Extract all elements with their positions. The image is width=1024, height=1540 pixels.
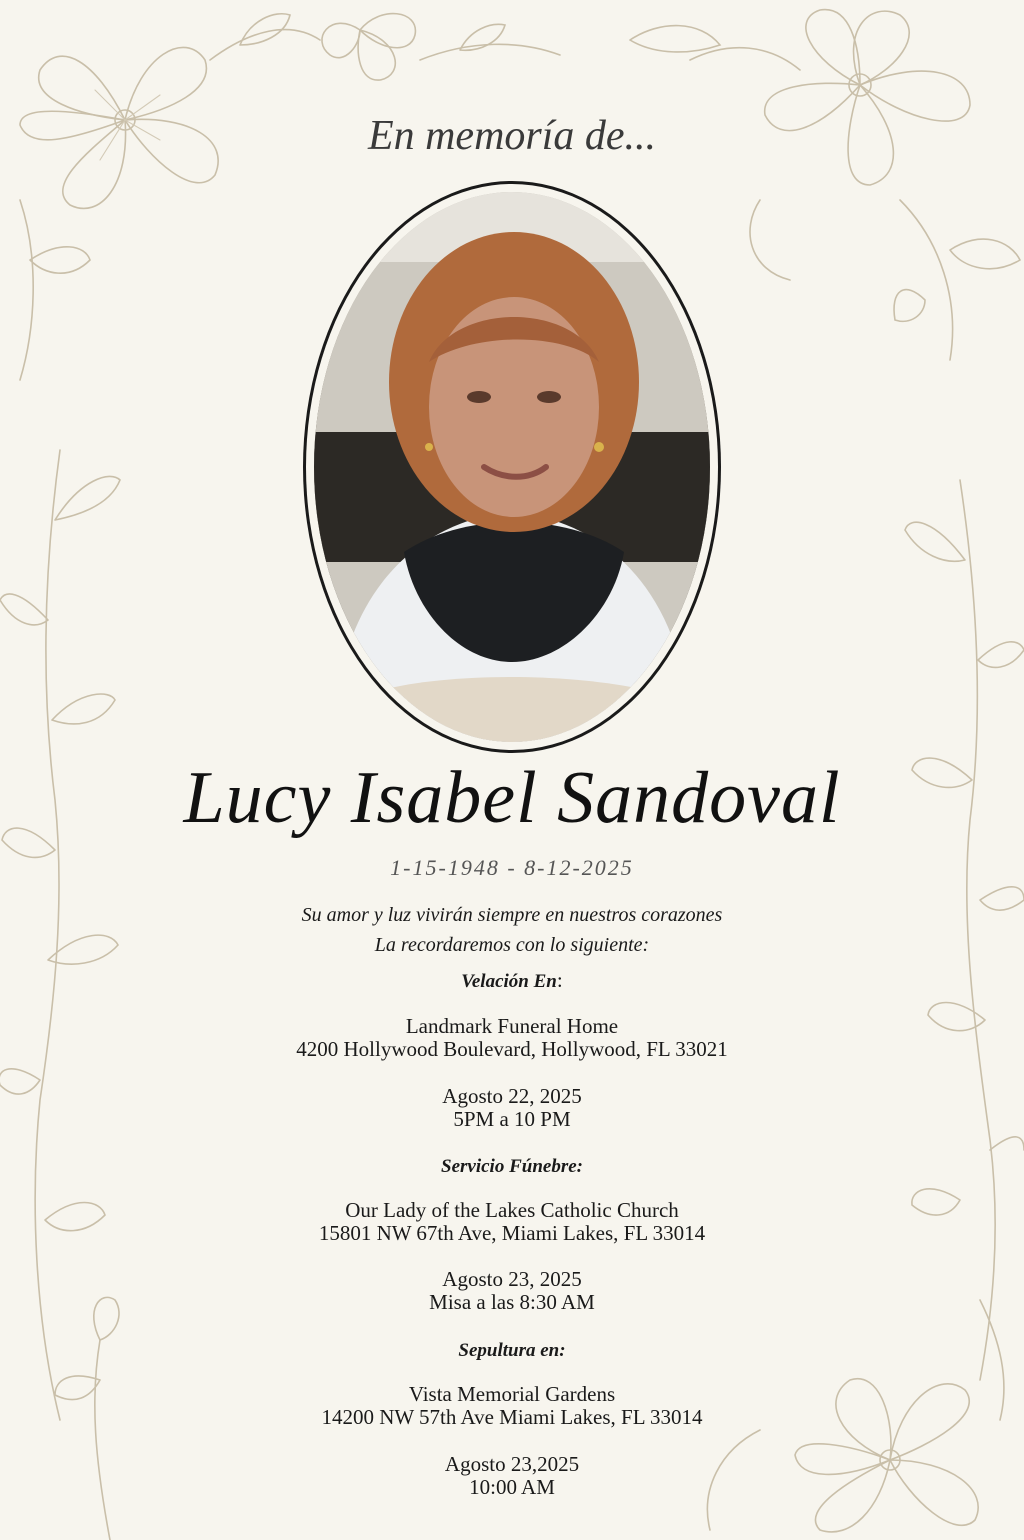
servicio-time: Misa a las 8:30 AM	[429, 1290, 595, 1314]
servicio-label: Servicio Fúnebre:	[441, 1156, 583, 1177]
velacion-details	[0, 1015, 1024, 1061]
portrait-illustration	[314, 192, 710, 742]
flower-top-right-icon	[630, 10, 1020, 360]
velacion-time: 5PM a 10 PM	[453, 1107, 571, 1131]
sepultura-time: 10:00 AM	[469, 1475, 555, 1499]
tagline	[0, 900, 1024, 960]
sepultura-when	[0, 1453, 1024, 1499]
velacion-label-row	[0, 969, 1024, 993]
life-dates: 1-15-1948 - 8-12-2025	[390, 855, 634, 880]
velacion-date: Agosto 22, 2025	[442, 1084, 582, 1108]
sepultura-details	[0, 1383, 1024, 1429]
servicio-place: Our Lady of the Lakes Catholic Church	[345, 1198, 679, 1222]
sepultura-label-row	[0, 1338, 1024, 1362]
deceased-name: Lucy Isabel Sandoval	[183, 757, 841, 839]
tagline-line-2: La recordaremos con lo siguiente:	[374, 934, 650, 956]
memorial-heading: En memoría de...	[367, 113, 657, 159]
velacion-when	[0, 1085, 1024, 1131]
servicio-label-row	[0, 1154, 1024, 1178]
portrait-photo	[314, 192, 710, 742]
portrait-oval-frame	[303, 181, 721, 753]
velacion-label: Velación En	[461, 971, 557, 992]
servicio-details	[0, 1199, 1024, 1245]
sepultura-address: 14200 NW 57th Ave Miami Lakes, FL 33014	[321, 1405, 703, 1429]
tagline-line-1: Su amor y luz vivirán siempre en nuestros corazones	[301, 904, 723, 926]
flower-top-center-icon	[322, 14, 560, 81]
velacion-place: Landmark Funeral Home	[405, 1014, 619, 1038]
servicio-address: 15801 NW 67th Ave, Miami Lakes, FL 33014	[318, 1221, 706, 1245]
servicio-date: Agosto 23, 2025	[442, 1267, 582, 1291]
sepultura-label: Sepultura en:	[458, 1340, 566, 1361]
velacion-address: 4200 Hollywood Boulevard, Hollywood, FL 33021	[296, 1037, 728, 1061]
servicio-when	[0, 1268, 1024, 1314]
velacion-colon: :	[556, 968, 563, 992]
sepultura-date: Agosto 23,2025	[444, 1452, 580, 1476]
sepultura-place: Vista Memorial Gardens	[408, 1382, 616, 1406]
